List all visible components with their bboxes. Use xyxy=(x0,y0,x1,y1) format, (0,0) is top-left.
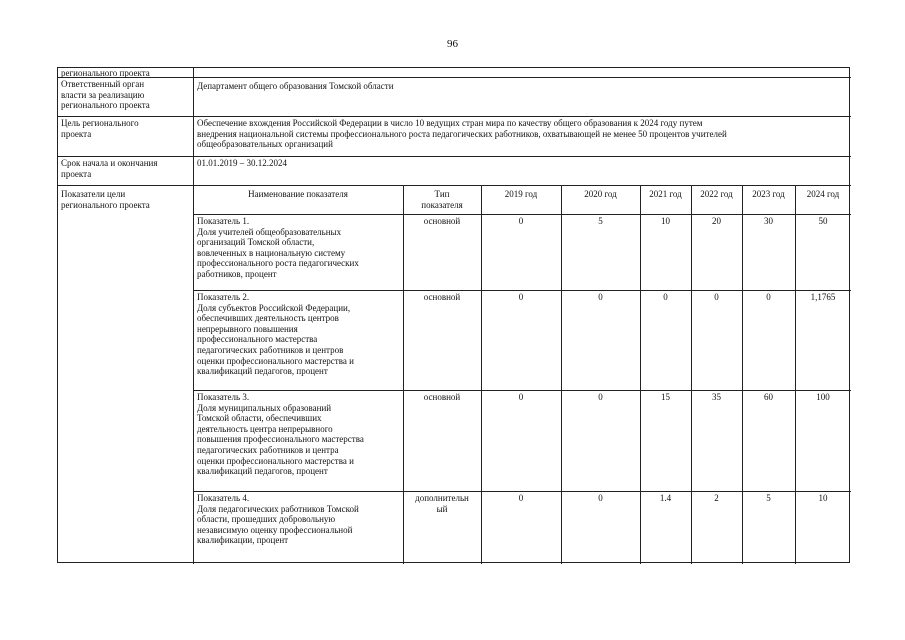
indicator-4-2023: 5 xyxy=(766,493,771,503)
header-2022: 2022 год xyxy=(700,189,733,199)
dates-value: 01.01.2019 – 30.12.2024 xyxy=(197,158,287,168)
indicator-1-type: основной xyxy=(423,216,461,226)
header-type: Тип показателя xyxy=(421,189,463,210)
indicator-1-name: Показатель 1. Доля учителей общеобразовательных организаций Томской области, вовлеченных в национальную систему профессионального роста педагогических работников, процент xyxy=(197,216,359,279)
indicator-1-2020: 5 xyxy=(598,216,603,226)
indicator-3-type: основной xyxy=(423,392,461,402)
indicator-3-2024: 100 xyxy=(816,392,830,402)
row-divider xyxy=(193,290,851,291)
header-2023: 2023 год xyxy=(752,189,785,199)
header-2021: 2021 год xyxy=(649,189,682,199)
indicator-3-2022: 35 xyxy=(712,392,721,402)
responsible-label: Ответственный орган власти за реализацию регионального проекта xyxy=(61,79,150,111)
row-divider xyxy=(193,491,851,492)
top-continuation-label: регионального проекта xyxy=(61,68,150,78)
page-number: 96 xyxy=(447,38,458,50)
column-divider xyxy=(795,185,796,564)
indicator-3-2021: 15 xyxy=(661,392,670,402)
indicator-2-2022: 0 xyxy=(714,292,719,302)
indicator-2-2020: 0 xyxy=(598,292,603,302)
indicator-1-2019: 0 xyxy=(518,216,524,226)
indicator-4-type: дополнительн ый xyxy=(415,493,469,514)
indicator-3-name: Показатель 3. Доля муниципальных образований Томской области, обеспечивших деятельность центра непрерывного повышения профессионального мастерства педагогических работников и центра оценки профессионального мастерства и квалификаций педагогов, процент xyxy=(197,392,364,477)
indicator-4-2020: 0 xyxy=(598,493,603,503)
column-divider xyxy=(193,68,194,564)
indicator-3-2023: 60 xyxy=(764,392,773,402)
header-2020: 2020 год xyxy=(584,189,617,199)
indicator-2-2023: 0 xyxy=(766,292,771,302)
indicator-2-name: Показатель 2. Доля субъектов Российской Федерации, обеспечивших деятельность центров непрерывного повышения профессионального мастерства педагогических работников и центров оценки профессионального мастерства и квалификаций педагогов, процент xyxy=(197,292,354,377)
indicator-2-2021: 0 xyxy=(663,292,668,302)
indicator-3-2020: 0 xyxy=(598,392,603,402)
column-divider xyxy=(481,185,482,564)
indicator-1-2021: 10 xyxy=(661,216,670,226)
goal-value: Обеспечение вхождения Российской Федерации в число 10 ведущих стран мира по качеству общего образования к 2024 году путем внедрения национальной системы профессионального роста педагогических работников, охватывающей не менее 50 процентов учителей общеобразовательных организаций xyxy=(197,118,727,150)
indicator-1-2023: 30 xyxy=(764,216,773,226)
project-passport-table xyxy=(57,67,850,563)
row-divider xyxy=(58,156,851,157)
header-2019: 2019 год xyxy=(504,189,538,199)
column-divider xyxy=(640,185,641,564)
row-divider xyxy=(58,77,851,78)
column-divider xyxy=(561,185,562,564)
indicator-4-name: Показатель 4. Доля педагогических работников Томской области, прошедших добровольную независимую оценку профессиональной квалификации, процент xyxy=(197,493,359,546)
indicator-4-2021: 1.4 xyxy=(659,493,672,503)
indicator-3-2019: 0 xyxy=(518,392,524,402)
header-name: Наименование показателя xyxy=(248,189,348,199)
indicator-1-2022: 20 xyxy=(712,216,721,226)
indicator-1-2024: 50 xyxy=(818,216,828,226)
indicator-4-2019: 0 xyxy=(518,493,524,503)
indicators-label: Показатели цели регионального проекта xyxy=(61,189,150,210)
header-2024: 2024 год xyxy=(806,189,840,199)
responsible-value: Департамент общего образования Томской области xyxy=(197,81,394,91)
row-divider xyxy=(193,390,851,391)
goal-label: Цель регионального проекта xyxy=(61,118,139,139)
row-divider xyxy=(58,185,851,186)
row-divider xyxy=(58,116,851,117)
indicator-4-2024: 10 xyxy=(818,493,828,503)
indicator-4-2022: 2 xyxy=(714,493,719,503)
column-divider xyxy=(691,185,692,564)
indicator-2-2019: 0 xyxy=(518,292,524,302)
dates-label: Срок начала и окончания проекта xyxy=(61,158,158,179)
row-divider xyxy=(193,214,851,215)
indicator-2-2024: 1,1765 xyxy=(810,292,836,302)
indicator-2-type: основной xyxy=(423,292,461,302)
column-divider xyxy=(742,185,743,564)
